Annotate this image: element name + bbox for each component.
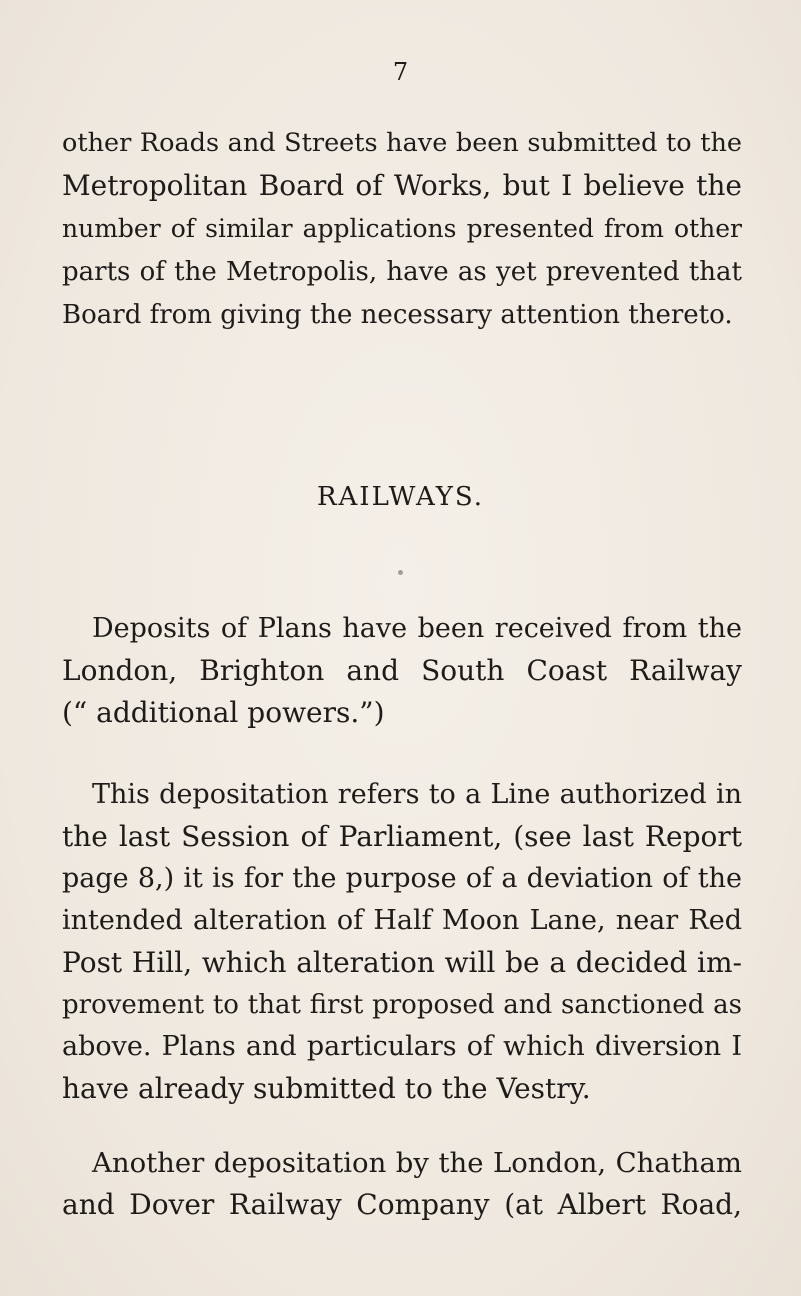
text-line: other Roads and Streets have been submitted to the [62,128,742,158]
text-line: and Dover Railway Company (at Albert Road, [62,1188,742,1221]
text-line: intended alteration of Half Moon Lane, near Red [62,905,742,936]
page-number: 7 [392,58,409,86]
text-line: Another depositation by the London, Chatham [92,1147,742,1179]
text-line: Post Hill, which alteration will be a decided im- [62,946,742,979]
ink-speck [398,570,403,575]
section-heading: RAILWAYS. [316,482,485,512]
text-line: Board from giving the necessary attention thereto. [62,300,733,330]
text-line: (“ additional powers.”) [62,696,385,729]
text-line: above. Plans and particulars of which diversion I [62,1031,742,1062]
text-line: Metropolitan Board of Works, but I believe the [62,169,742,202]
text-line: provement to that first proposed and sanctioned as [62,990,742,1020]
text-line: parts of the Metropolis, have as yet prevented that [62,257,742,287]
text-line: the last Session of Parliament, (see last Report [62,820,742,853]
text-line: have already submitted to the Vestry. [62,1072,591,1105]
text-line: London, Brighton and South Coast Railway [62,654,742,687]
text-line: number of similar applications presented from other [62,214,742,243]
text-line: page 8,) it is for the purpose of a deviation of the [62,863,742,894]
text-line: Deposits of Plans have been received from the [92,613,742,644]
text-line: This depositation refers to a Line authorized in [92,779,742,810]
